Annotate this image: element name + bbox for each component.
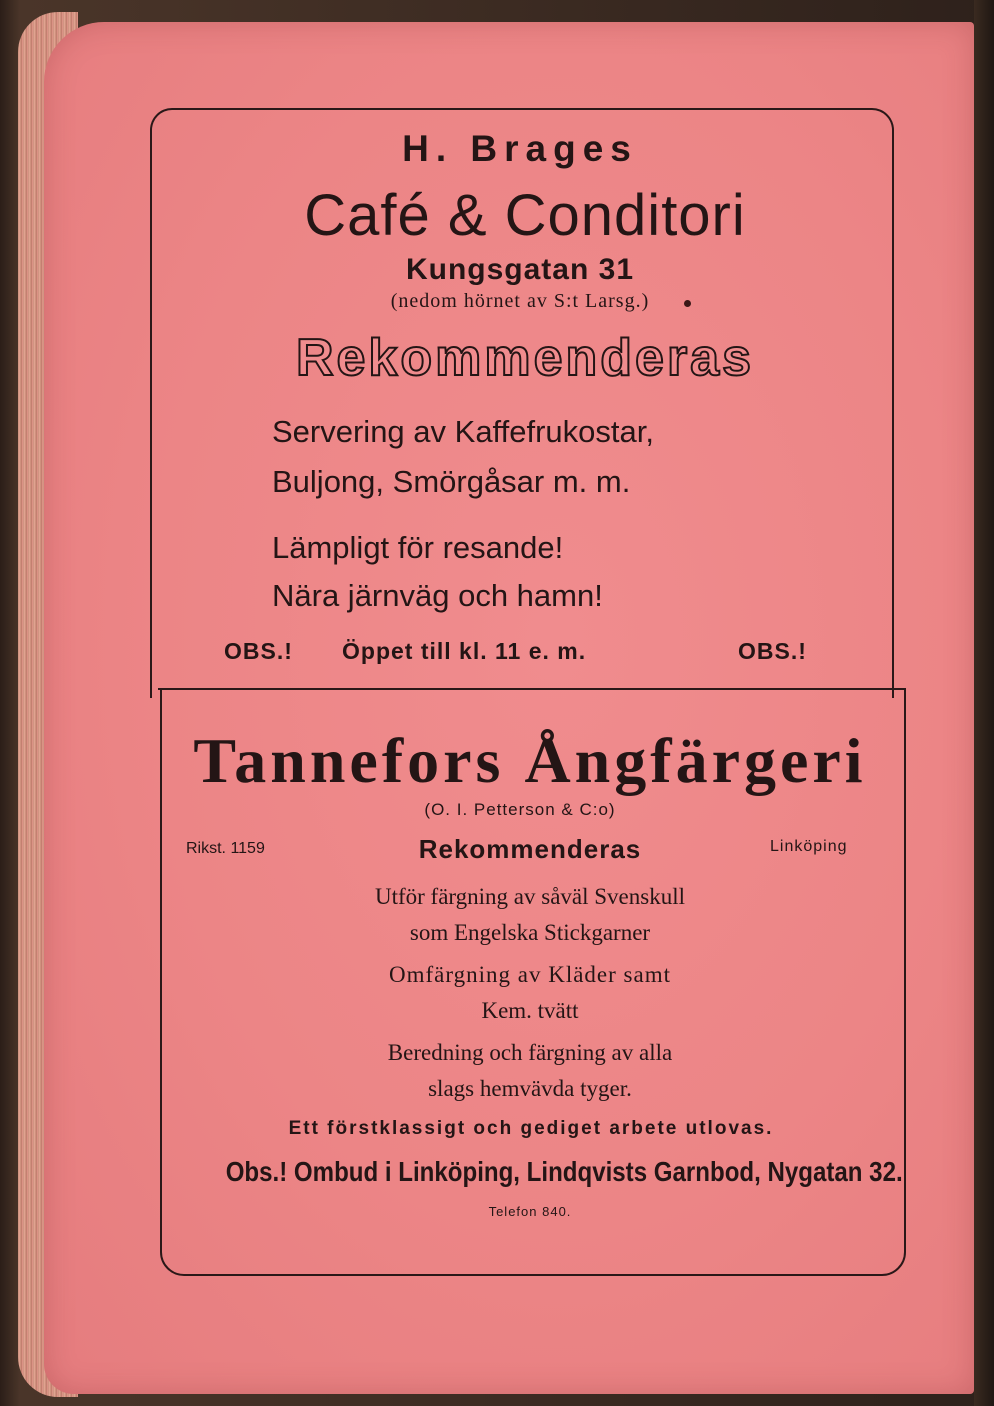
- ad1-location-note: (nedom hörnet av S:t Larsg.): [390, 290, 650, 312]
- ad2-line-1: Utför färgning av såväl Svenskull: [374, 884, 686, 909]
- ad1-obs-left: OBS.!: [224, 638, 293, 664]
- book-right-edge: [974, 0, 994, 1406]
- ad1-opening-hours: Öppet till kl. 11 e. m.: [342, 638, 587, 664]
- ad1-note-line-1: Lämpligt för resande!: [272, 530, 564, 565]
- ad2-city: Linköping: [770, 838, 848, 855]
- ad2-company-name: Tannefors Ångfärgeri: [193, 725, 867, 796]
- ad1-note-line-2: Nära järnväg och hamn!: [272, 578, 603, 613]
- ad2-telephone: Telefon 840.: [488, 1204, 572, 1219]
- ad2-phone: Rikst. 1159: [186, 840, 265, 857]
- ad2-recommend: Rekommenderas: [418, 834, 642, 864]
- ad2-line-3: Omfärgning av Kläder samt: [389, 962, 671, 987]
- ad2-agent: Obs.! Ombud i Linköping, Lindqvists Garnbod, Nygatan 32.: [225, 1156, 903, 1187]
- ad2-line-4: Kem. tvätt: [481, 998, 579, 1023]
- ad1-recommend: Rekommenderas: [295, 329, 755, 387]
- ink-spot: [684, 300, 691, 307]
- ad1-street: Kungsgatan 31: [405, 253, 635, 286]
- ad2-proprietor: (O. I. Petterson & C:o): [424, 800, 616, 819]
- ad1-owner: H. Brages: [402, 128, 638, 169]
- ad2-line-5: Beredning och färgning av alla: [387, 1040, 673, 1065]
- ad2-line-6: slags hemvävda tyger.: [428, 1076, 632, 1101]
- ad1-service-line-1: Servering av Kaffefrukostar,: [272, 414, 654, 449]
- ad1-service-line-2: Buljong, Smörgåsar m. m.: [272, 464, 631, 499]
- ad2-promise: Ett förstklassigt och gediget arbete utlovas.: [288, 1118, 774, 1139]
- ad1-business-name: Café & Conditori: [304, 183, 746, 248]
- ad1-obs-right: OBS.!: [738, 638, 807, 664]
- ad2-line-2: som Engelska Stickgarner: [409, 920, 651, 945]
